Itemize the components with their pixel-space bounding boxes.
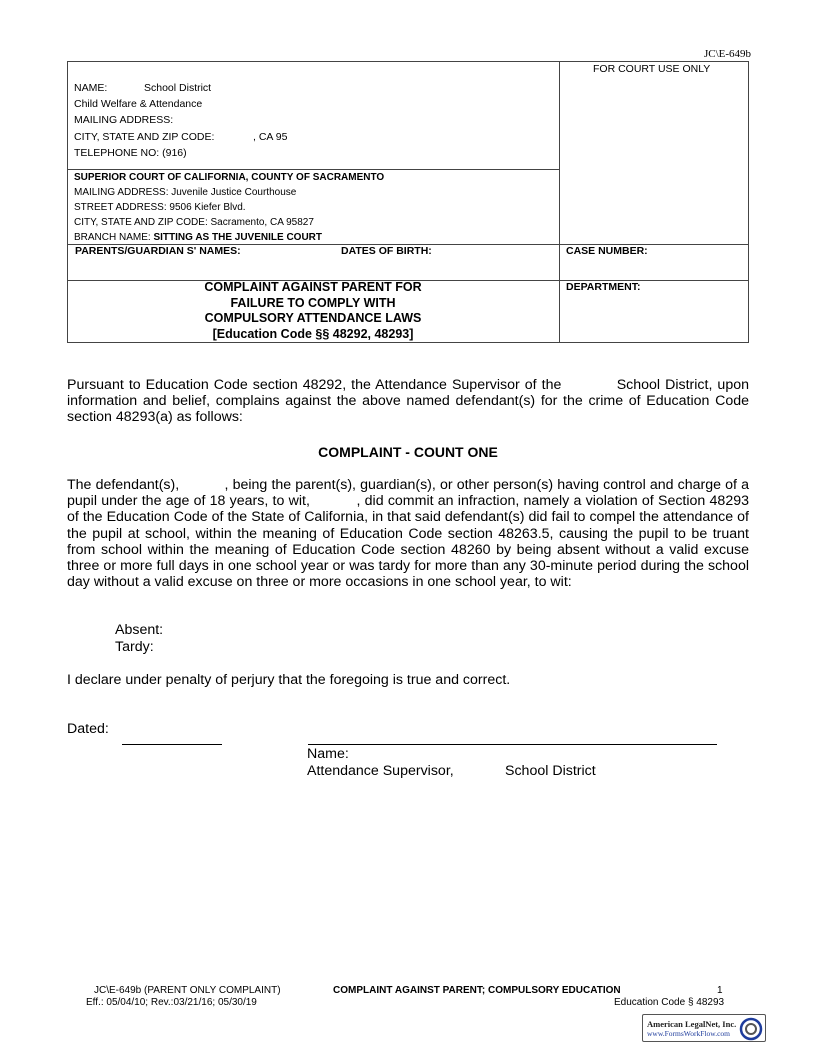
count-heading: COMPLAINT - COUNT ONE <box>318 444 498 460</box>
logo-swirl-icon <box>739 1017 763 1041</box>
department-label: DEPARTMENT: <box>566 281 641 293</box>
footer-page-number: 1 <box>717 985 723 996</box>
title-line-2: FAILURE TO COMPLY WITH <box>230 295 396 310</box>
signature-title-right: School District <box>505 763 596 779</box>
court-branch <box>74 231 322 246</box>
filer-mailing-label: MAILING ADDRESS: <box>74 114 174 126</box>
dated-label: Dated: <box>67 721 109 737</box>
court-mailing-address: MAILING ADDRESS: Juvenile Justice Courthouse <box>74 187 297 198</box>
signature-line <box>308 744 717 745</box>
form-id: JC\E-649b <box>704 48 752 60</box>
caption-divider-vertical <box>559 61 560 343</box>
absent-label: Absent: <box>115 622 164 638</box>
count-paragraph <box>67 477 753 591</box>
signature-title-left: Attendance Supervisor, <box>307 763 454 779</box>
declaration: I declare under penalty of perjury that the foregoing is true and correct. <box>67 672 511 688</box>
parents-names-label: PARENTS/GUARDIAN S' NAMES: <box>75 245 241 257</box>
tardy-label: Tardy: <box>115 639 154 655</box>
filer-name-label: NAME: <box>74 82 108 94</box>
court-branch-value: SITTING AS THE JUVENILE COURT <box>153 232 322 243</box>
count-text: The defendant(s), , being the parent(s), guardian(s), or other person(s) having control and charge of a pupil under the age of 18 years, to wit, , did commit an infraction, namely a violation of Section 48293 of the Education Code of the State of California, in that said defendant(s) did fail to compel the attendance of the pupil at school, within the meaning of Education Code section 48263.5, causing the pupil to be truant from school within the meaning of Education Code section 48260 by being absent without a valid excuse three or more full days in one school year or was tardy for more than any 30-minute period during the school day without a valid excuse on three or more occasions in one school year, to wit: <box>67 477 753 591</box>
court-city: CITY, STATE AND ZIP CODE: Sacramento, CA 95827 <box>74 217 314 228</box>
filer-department: Child Welfare & Attendance <box>74 98 203 110</box>
filer-name-value: School District <box>144 82 212 94</box>
dates-of-birth-label: DATES OF BIRTH: <box>341 245 432 257</box>
footer-form-code: JC\E-649b (PARENT ONLY COMPLAINT) <box>94 985 281 996</box>
filer-city-value: , CA 95 <box>253 131 288 143</box>
footer-code-reference: Education Code § 48293 <box>614 997 725 1008</box>
american-legalnet-logo <box>642 1014 766 1042</box>
title-line-1: COMPLAINT AGAINST PARENT FOR <box>204 280 422 294</box>
court-branch-label: BRANCH NAME: <box>74 232 151 243</box>
filer-telephone: TELEPHONE NO: (916) <box>74 147 187 159</box>
court-use-label: FOR COURT USE ONLY <box>593 63 711 75</box>
caption-divider-court <box>67 169 560 170</box>
case-number-label: CASE NUMBER: <box>566 245 648 257</box>
title-line-4: [Education Code §§ 48292, 48293] <box>212 326 414 341</box>
footer-title: COMPLAINT AGAINST PARENT; COMPULSORY EDUCATION <box>333 985 621 996</box>
logo-website: www.FormsWorkFlow.com <box>647 1029 731 1038</box>
court-heading: SUPERIOR COURT OF CALIFORNIA, COUNTY OF SACRAMENTO <box>74 172 385 183</box>
intro-text: Pursuant to Education Code section 48292, the Attendance Supervisor of the School District, upon information and belief, complains against the above named defendant(s) for the crime of Education Code section 48293(a) as follows: <box>67 377 753 426</box>
court-street-address: STREET ADDRESS: 9506 Kiefer Blvd. <box>74 202 246 213</box>
intro-paragraph <box>67 377 753 426</box>
signature-name-label: Name: <box>307 746 349 762</box>
date-line <box>122 744 222 745</box>
filer-city-label: CITY, STATE AND ZIP CODE: <box>74 131 215 143</box>
footer-effective-dates: Eff.: 05/04/10; Rev.:03/21/16; 05/30/19 <box>86 997 257 1008</box>
document-title <box>68 280 558 342</box>
logo-company-name: American LegalNet, Inc. <box>647 1019 737 1029</box>
title-line-3: COMPULSORY ATTENDANCE LAWS <box>204 311 422 325</box>
